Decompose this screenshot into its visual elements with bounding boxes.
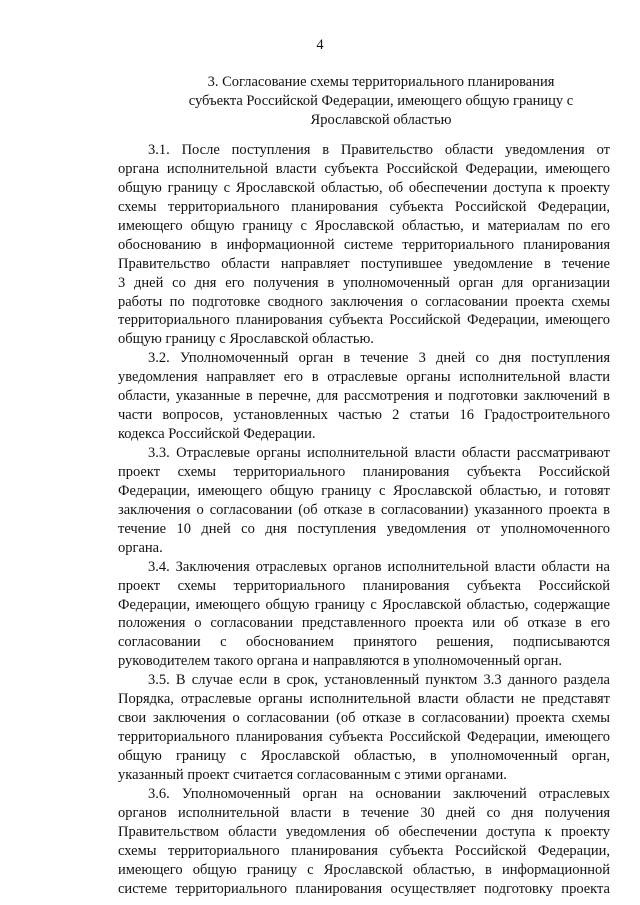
paragraph-line: Правительством области уведомления об обеспечении доступа к проекту — [118, 823, 610, 840]
paragraph-line: положения о согласовании представленного проекта или об отказе в его — [118, 615, 610, 632]
paragraph-line: 3.6. Уполномоченный орган на основании заключений отраслевых — [148, 785, 610, 802]
section-title — [160, 73, 602, 130]
paragraph — [118, 141, 610, 349]
paragraph-line: имеющего общую границу с Ярославской областью, в информационной — [118, 861, 610, 878]
paragraph-line: заключения о согласовании (об отказе в согласовании) указанного проекта в — [118, 501, 610, 518]
paragraph-line: проект схемы территориального планирования субъекта Российской — [118, 577, 610, 594]
paragraph-line: работы по подготовке сводного заключения о согласовании проекта схемы — [118, 293, 610, 310]
page-number: 4 — [316, 37, 324, 53]
paragraph-line: указанный проект считается согласованным с этими органами. — [118, 766, 507, 783]
paragraph-line: 3.5. В случае если в срок, установленный пунктом 3.3 данного раздела — [148, 672, 610, 689]
paragraph-line: кодекса Российской Федерации. — [118, 426, 316, 443]
paragraph — [118, 558, 610, 672]
paragraph-line: органа. — [118, 539, 163, 556]
paragraph-line: имеющего общую границу с Ярославской областью, и материалам по его — [118, 217, 610, 234]
paragraph-line: течение 10 дней со дня поступления уведомления от уполномоченного — [118, 520, 610, 537]
paragraph-line: системе территориального планирования осуществляет подготовку проекта — [118, 880, 610, 897]
paragraph — [118, 671, 610, 785]
paragraph-line: 3.4. Заключения отраслевых органов исполнительной власти области на — [148, 558, 610, 575]
paragraph-line: Правительство области направляет поступившее уведомление в течение — [118, 255, 610, 272]
paragraph-line: части вопросов, установленных частью 2 статьи 16 Градостроительного — [118, 407, 610, 424]
body-text — [118, 141, 610, 899]
paragraph-line: общую границу с Ярославской областью, об обеспечении доступа к проекту — [118, 179, 610, 196]
paragraph-line: Федерации, имеющего общую границу с Ярославской областью, и готовят — [118, 482, 610, 499]
paragraph-line: области, указанные в перечне, для рассмотрения и подготовки заключений в — [118, 388, 610, 405]
paragraph-line: согласовании с обоснованием принятого решения, подписываются — [118, 634, 610, 651]
paragraph-line: территориального планирования субъекта Российской Федерации, имеющего — [118, 729, 610, 746]
section-title-line: 3. Согласование схемы территориального планирования — [207, 74, 555, 90]
paragraph — [118, 444, 610, 558]
paragraph-line: проект схемы территориального планирования субъекта Российской — [118, 463, 610, 480]
paragraph-line: руководителем такого органа и направляются в уполномоченный орган. — [118, 653, 562, 670]
paragraph-line: территориального планирования субъекта Российской Федерации, имеющего — [118, 312, 610, 329]
paragraph-line: органа исполнительной власти субъекта Российской Федерации, имеющего — [118, 160, 610, 177]
paragraph-line: уведомления направляет его в отраслевые органы исполнительной власти — [118, 369, 610, 386]
paragraph — [118, 349, 610, 444]
paragraph-line: схемы территориального планирования субъекта Российской Федерации, — [118, 198, 610, 215]
paragraph-line: 3.1. После поступления в Правительство области уведомления от — [148, 142, 610, 158]
paragraph-line: Федерации, имеющего общую границу с Ярославской областью, содержащие — [118, 596, 610, 613]
paragraph-line: 3.2. Уполномоченный орган в течение 3 дней со дня поступления — [148, 350, 610, 367]
paragraph-line: схемы территориального планирования субъекта Российской Федерации, — [118, 842, 610, 859]
paragraph-line: Порядка, отраслевые органы исполнительной власти области не представят — [118, 691, 610, 708]
paragraph-line: 3.3. Отраслевые органы исполнительной власти области рассматривают — [148, 445, 610, 461]
paragraph-line: органов исполнительной власти в течение 30 дней со дня получения — [118, 804, 610, 821]
paragraph-line: 3 дней со дня его получения в уполномоченный орган для организации — [118, 274, 610, 291]
paragraph-line: общую границу с Ярославской областью, в уполномоченный орган, — [118, 748, 610, 764]
section-title-line: субъекта Российской Федерации, имеющего общую границу с — [188, 93, 574, 109]
section-title-line: Ярославской областью — [310, 112, 452, 128]
paragraph-line: обоснованию в информационной системе территориального планирования — [118, 236, 610, 253]
paragraph — [118, 785, 610, 899]
paragraph-line: свои заключения о согласовании (об отказе в согласовании) проекта схемы — [118, 710, 610, 727]
paragraph-line: общую границу с Ярославской областью. — [118, 331, 374, 348]
